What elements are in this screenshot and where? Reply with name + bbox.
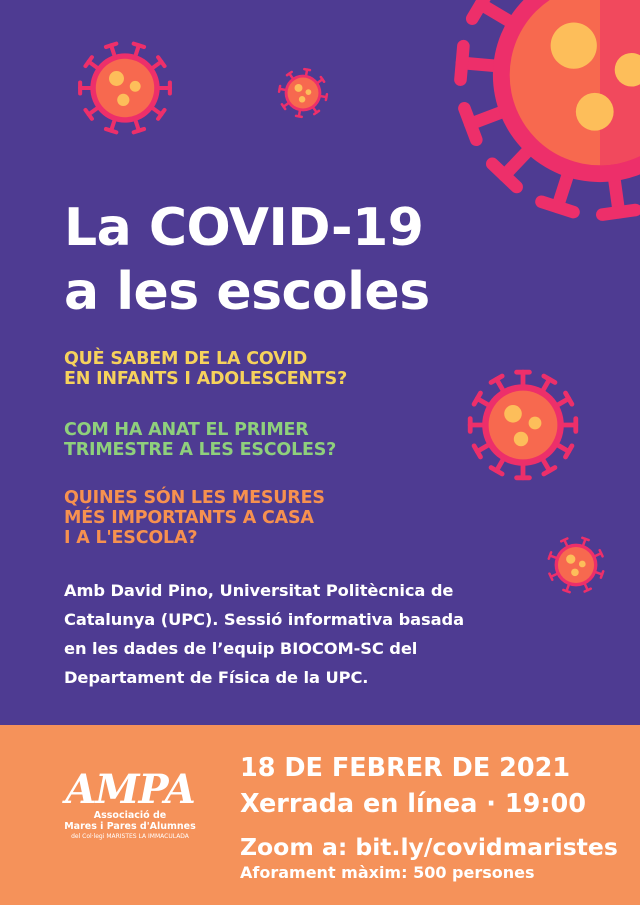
event-capacity: Aforament màxim: 500 persones — [240, 863, 535, 882]
description-line: Amb David Pino, Universitat Politècnica de — [64, 581, 454, 600]
event-date: 18 DE FEBRER DE 2021 — [240, 753, 571, 783]
question-line: I A L'ESCOLA? — [64, 528, 198, 548]
logo-line: Associació de — [93, 810, 167, 821]
ampa-logo — [60, 766, 200, 841]
title-line: La COVID-19 — [64, 198, 424, 258]
question-line: COM HA ANAT EL PRIMER — [64, 420, 309, 440]
description-line: Catalunya (UPC). Sessió informativa basada — [64, 610, 464, 629]
question-line: EN INFANTS I ADOLESCENTS? — [64, 369, 348, 389]
logo-line: del Col·legi MARISTES LA IMMACULADA — [71, 833, 189, 840]
title-line: a les escoles — [64, 262, 430, 322]
description-line: en les dades de l’equip BIOCOM-SC del — [64, 639, 418, 658]
question-line: QUINES SÓN LES MESURES — [64, 488, 325, 508]
speaker-description — [64, 576, 464, 692]
event-talk: Xerrada en línea · 19:00 — [240, 789, 587, 819]
question-1 — [64, 349, 347, 389]
poster-title — [64, 196, 430, 324]
question-line: QUÈ SABEM DE LA COVID — [64, 349, 308, 369]
ampa-logo-mark: AMPA — [65, 766, 195, 813]
description-line: Departament de Física de la UPC. — [64, 668, 369, 687]
question-3 — [64, 488, 325, 548]
event-zoom-link[interactable]: Zoom a: bit.ly/covidmaristes — [240, 833, 618, 861]
question-line: MÉS IMPORTANTS A CASA — [64, 508, 314, 528]
question-2 — [64, 420, 336, 460]
question-line: TRIMESTRE A LES ESCOLES? — [64, 440, 337, 460]
logo-line: Mares i Pares d'Alumnes — [64, 821, 196, 832]
